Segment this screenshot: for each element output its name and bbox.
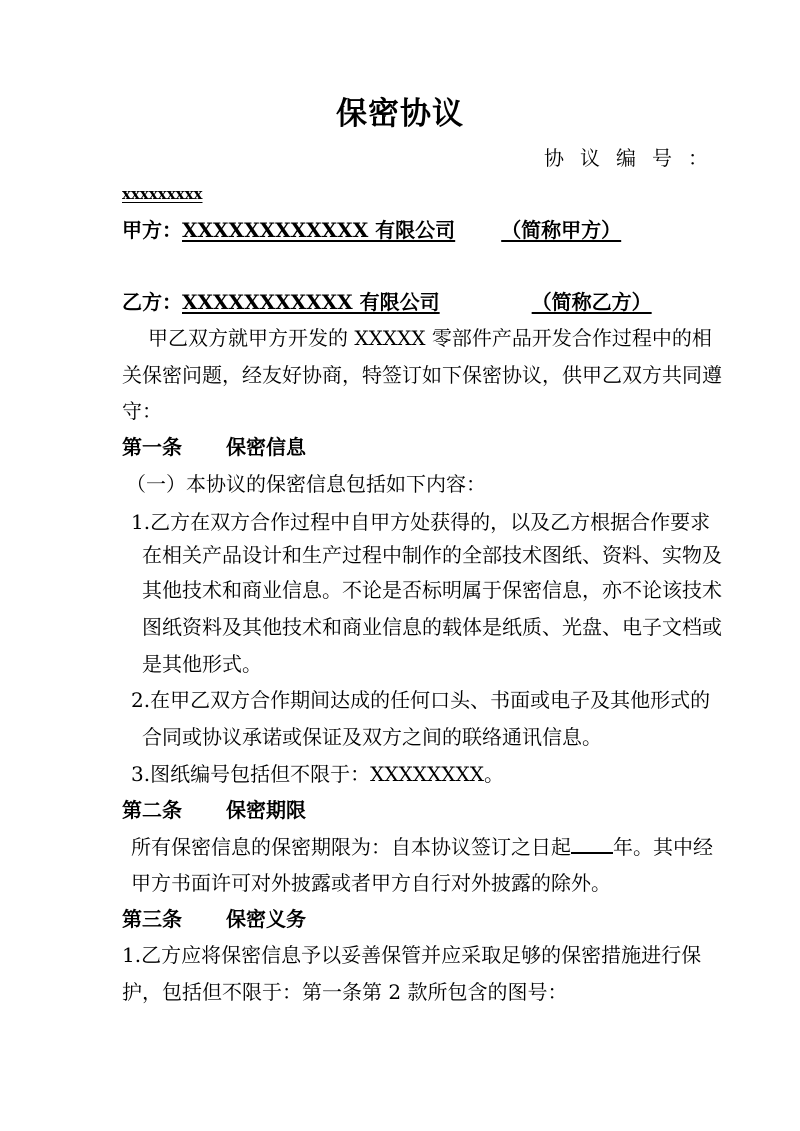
article-1-item-1-line: 在相关产品设计和生产过程中制作的全部技术图纸、资料、实物及 [142,543,722,567]
agreement-number-value: xxxxxxxxx [122,185,203,203]
article-2-title: 保密期限 [226,798,306,822]
party-b-label: 乙方： [122,290,182,314]
article-1-item-1-line: 是其他形式。 [142,652,262,676]
article-1-subsection: （一）本协议的保密信息包括如下内容： [126,472,486,496]
party-a-underlined [182,218,621,242]
article-1-item-1-line: 1.乙方在双方合作过程中自甲方处获得的，以及乙方根据合作要求 [131,510,711,534]
party-a-line [122,218,621,242]
party-a-abbr: （简称甲方） [501,218,622,242]
article-3-item-1-line: 护，包括但不限于：第一条第 2 款所包含的图号： [122,980,568,1004]
article-2-text-before-blank: 所有保密信息的保密期限为：自本协议签订之日起 [131,835,571,859]
article-1-title: 保密信息 [226,435,306,459]
party-b-line [122,290,652,314]
party-a-label: 甲方： [122,218,182,242]
preamble-line: 守： [122,399,162,423]
article-1-item-3: 3.图纸编号包括但不限于：XXXXXXXX。 [131,762,504,786]
article-2-number: 第二条 [122,798,182,822]
article-1-number: 第一条 [122,435,182,459]
article-2-line-1 [131,834,713,859]
party-b-abbr: （简称乙方） [531,290,652,314]
party-a-name: XXXXXXXXXXXX 有限公司 [182,218,456,242]
term-years-blank [571,834,613,854]
article-3-item-1-line: 1.乙方应将保密信息予以妥善保管并应采取足够的保密措施进行保 [122,943,702,967]
article-1-item-2-line: 合同或协议承诺或保证及双方之间的联络通讯信息。 [142,725,602,749]
article-2-heading [122,798,306,822]
document-title: 保密协议 [336,96,464,132]
article-1-item-2-line: 2.在甲乙双方合作期间达成的任何口头、书面或电子及其他形式的 [131,688,711,712]
article-2-line-2: 甲方书面许可对外披露或者甲方自行对外披露的除外。 [131,871,611,895]
article-1-item-1-line: 其他技术和商业信息。不论是否标明属于保密信息，亦不论该技术 [142,578,722,602]
article-3-heading [122,907,306,931]
article-3-title: 保密义务 [226,907,306,931]
party-b-name: XXXXXXXXXXX 有限公司 [182,290,440,314]
party-b-underlined [182,290,652,314]
agreement-number-label: 协议编号： [544,146,724,170]
article-1-item-1-line: 图纸资料及其他技术和商业信息的载体是纸质、光盘、电子文档或 [142,615,722,639]
article-1-heading [122,435,306,459]
preamble-line: 关保密问题，经友好协商，特签订如下保密协议，供甲乙双方共同遵 [122,363,722,387]
article-2-text-after-blank: 年。其中经 [613,835,713,859]
article-3-number: 第三条 [122,907,182,931]
preamble-line: 甲乙双方就甲方开发的 XXXXX 零部件产品开发合作过程中的相 [148,326,712,350]
